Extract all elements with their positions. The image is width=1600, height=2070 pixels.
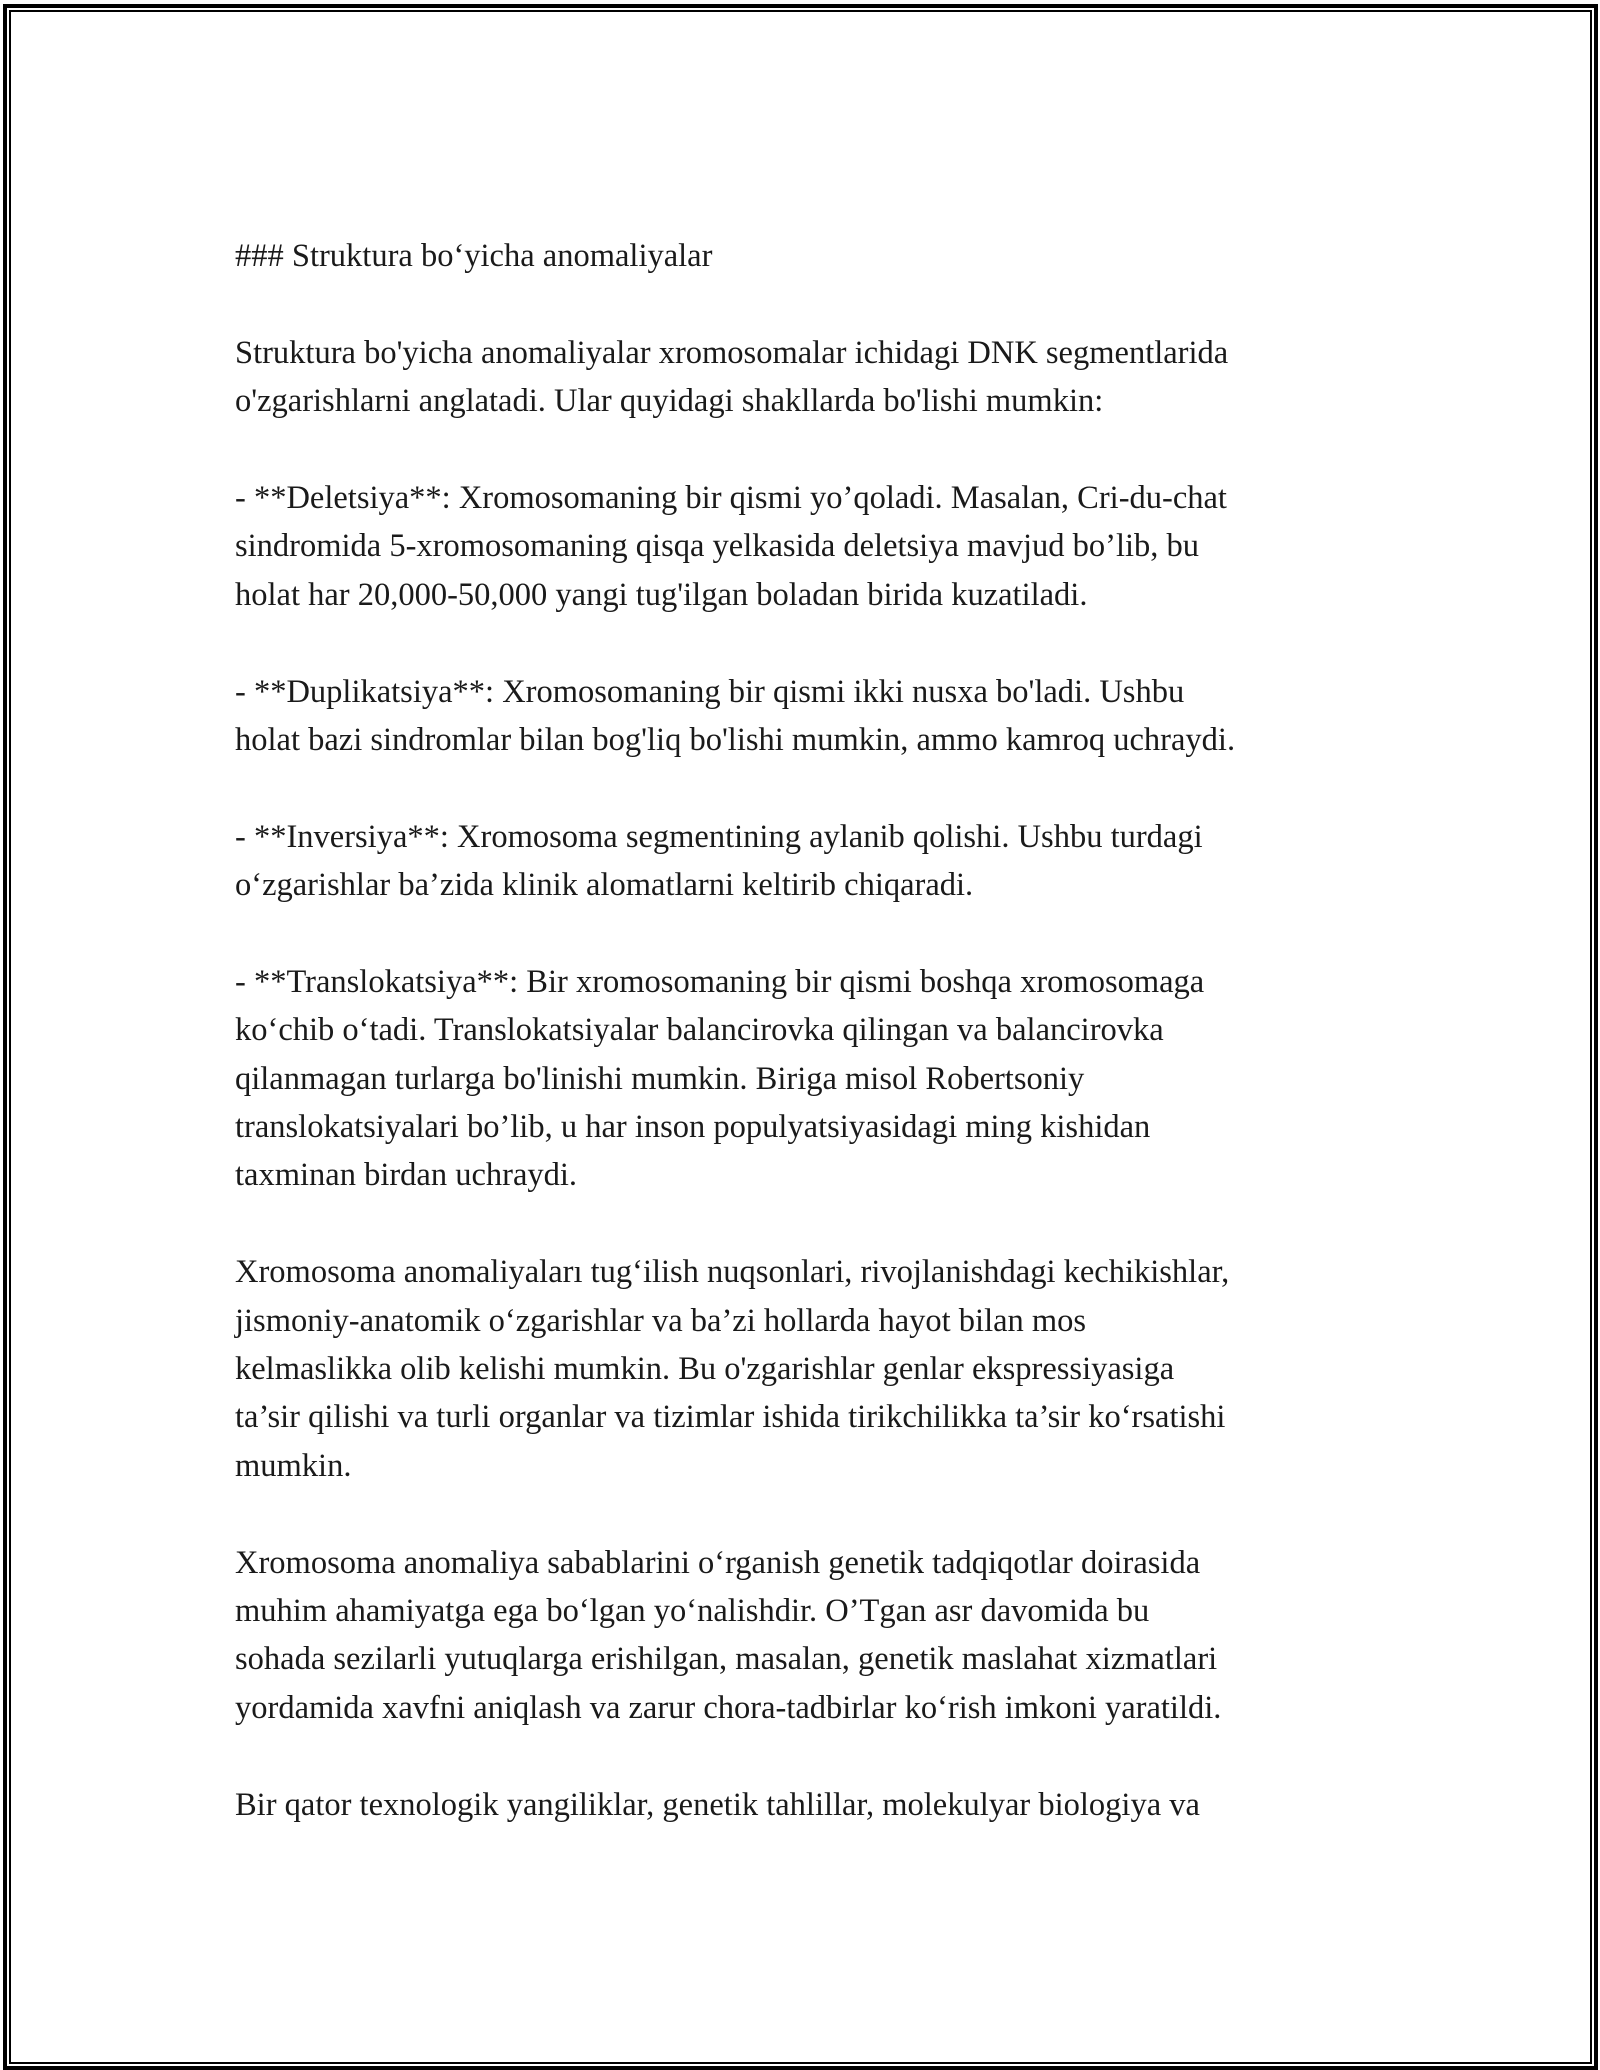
text-line: - **Translokatsiya**: Bir xromosomaning bir qismi boshqa xromosomaga	[235, 963, 1205, 1000]
paragraph-consequences	[235, 1248, 1385, 1490]
list-item-inversiya	[235, 813, 1385, 910]
text-line: Bir qator texnologik yangiliklar, genetik tahlillar, molekulyar biologiya va	[235, 1786, 1200, 1823]
text-line: yordamida xavfni aniqlash va zarur chora-tadbirlar ko‘rish imkoni yaratildi.	[235, 1689, 1222, 1726]
text-line: holat har 20,000-50,000 yangi tug'ilgan boladan birida kuzatiladi.	[235, 576, 1088, 613]
intro-paragraph	[235, 329, 1385, 426]
paragraph-research	[235, 1539, 1385, 1733]
text-line: Xromosoma anomaliyaları tug‘ilish nuqsonlari, rivojlanishdagi kechikishlar,	[235, 1254, 1230, 1291]
text-line: Struktura bo'yicha anomaliyalar xromosomalar ichidagi DNK segmentlarida	[235, 334, 1229, 371]
text-line: o'zgarishlarni anglatadi. Ular quyidagi shakllarda bo'lishi mumkin:	[235, 383, 1104, 420]
paragraph-technology	[235, 1781, 1385, 1829]
text-line: mumkin.	[235, 1447, 352, 1484]
text-line: translokatsiyalari bo’lib, u har inson populyatsiyasidagi ming kishidan	[235, 1109, 1151, 1146]
text-line: ta’sir qilishi va turli organlar va tizimlar ishida tirikchilikka ta’sir ko‘rsatishi	[235, 1399, 1226, 1436]
text-line: holat bazi sindromlar bilan bog'liq bo'lishi mumkin, ammo kamroq uchraydi.	[235, 721, 1236, 758]
text-line: o‘zgarishlar ba’zida klinik alomatlarni keltirib chiqaradi.	[235, 867, 974, 904]
text-line: qilanmagan turlarga bo'linishi mumkin. Biriga misol Robertsoniy	[235, 1060, 1085, 1097]
text-line: kelmaslikka olib kelishi mumkin. Bu o'zgarishlar genlar ekspressiyasiga	[235, 1350, 1175, 1387]
text-line: muhim ahamiyatga ega bo‘lgan yo‘nalishdir. O’Tgan asr davomida bu	[235, 1592, 1150, 1629]
list-item-translokatsiya	[235, 958, 1385, 1200]
document-body	[235, 232, 1385, 1877]
text-line: - **Duplikatsiya**: Xromosomaning bir qismi ikki nusxa bo'ladi. Ushbu	[235, 673, 1185, 710]
text-line: sohada sezilarli yutuqlarga erishilgan, masalan, genetik maslahat xizmatlari	[235, 1641, 1218, 1678]
text-line: Xromosoma anomaliya sabablarini o‘rganish genetik tadqiqotlar doirasida	[235, 1544, 1201, 1581]
text-line: jismoniy-anatomik o‘zgarishlar va ba’zi hollarda hayot bilan mos	[235, 1302, 1087, 1339]
list-item-deletsiya	[235, 474, 1385, 619]
text-line: taxminan birdan uchraydi.	[235, 1157, 578, 1194]
section-heading-block	[235, 232, 1385, 280]
text-line: - **Deletsiya**: Xromosomaning bir qismi yo’qoladi. Masalan, Cri-du-chat	[235, 479, 1227, 516]
text-line: - **Inversiya**: Xromosoma segmentining aylanib qolishi. Ushbu turdagi	[235, 818, 1203, 855]
text-line: sindromida 5-xromosomaning qisqa yelkasida deletsiya mavjud bo’lib, bu	[235, 528, 1200, 565]
section-heading: ### Struktura bo‘yicha anomaliyalar	[235, 238, 713, 274]
list-item-duplikatsiya	[235, 668, 1385, 765]
text-line: ko‘chib o‘tadi. Translokatsiyalar balancirovka qilingan va balancirovka	[235, 1012, 1164, 1049]
